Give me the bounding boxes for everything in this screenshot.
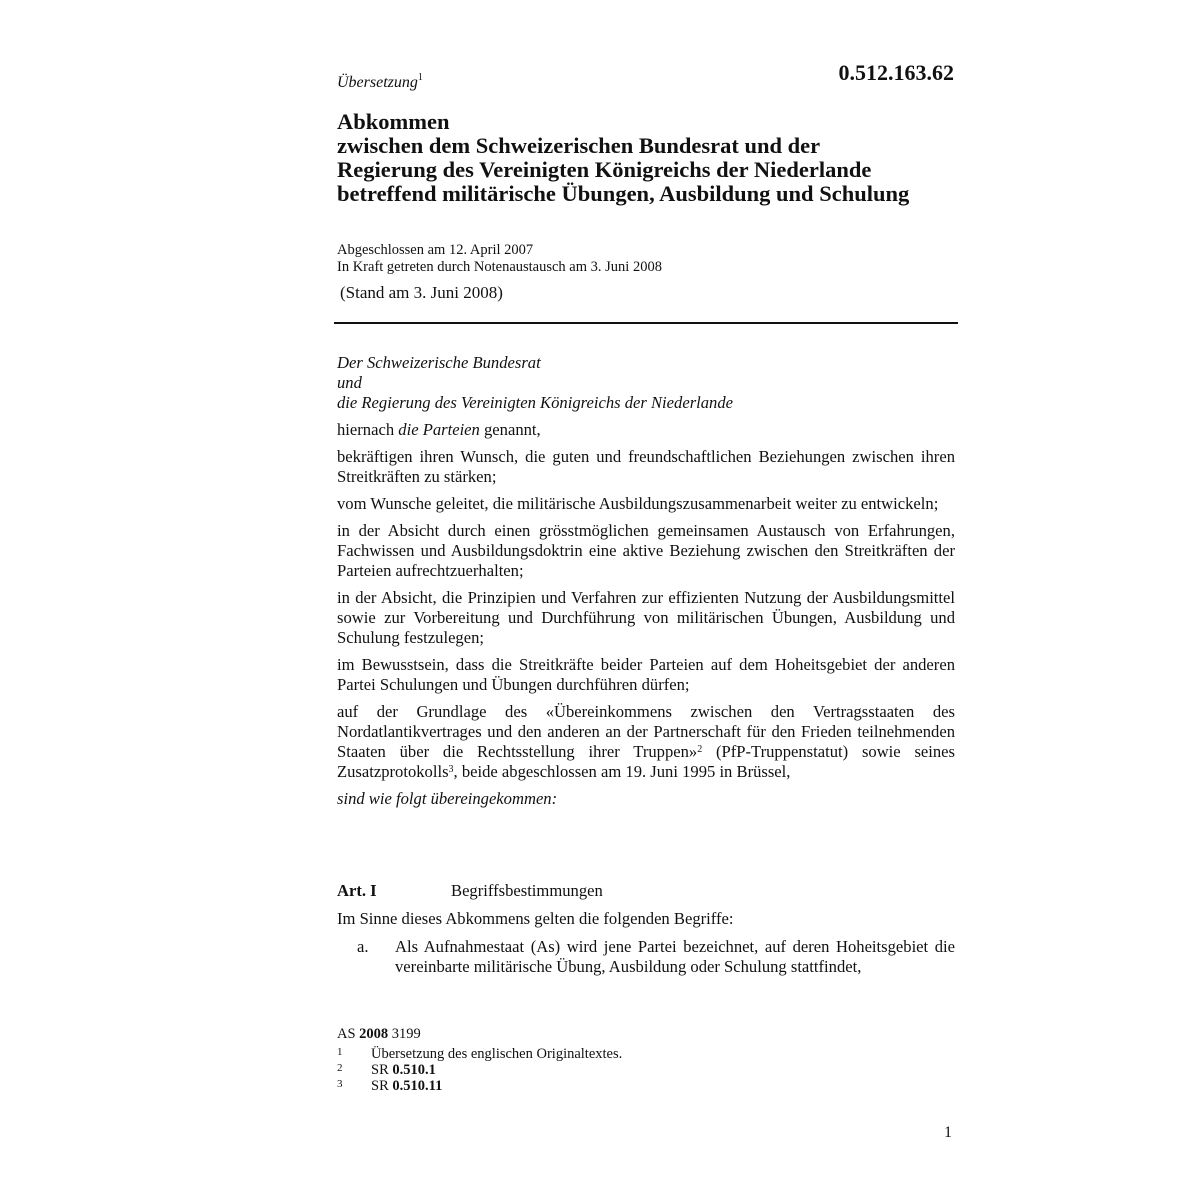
basis-text-3: , beide abgeschlossen am 19. Juni 1995 in Brüssel,	[453, 762, 791, 781]
basis-clause	[337, 702, 955, 782]
document-meta	[337, 242, 662, 276]
as-year: 2008	[359, 1026, 389, 1042]
list-item-text: Als Aufnahmestaat (As) wird jene Partei bezeichnet, auf deren Hoheitsgebiet die vereinbarte militärische Übung, Ausbildung oder Schulung stattfindet,	[395, 937, 955, 976]
closing-clause: sind wie folgt übereingekommen:	[337, 789, 558, 808]
sr-number: 0.512.163.62	[838, 60, 954, 85]
hereafter-pre: hiernach	[337, 420, 399, 439]
footnote-ref-3[interactable]: 3	[448, 764, 454, 775]
party-1: Der Schweizerische Bundesrat	[337, 353, 541, 372]
footnote-ref-2[interactable]: 2	[697, 744, 703, 755]
party-2: die Regierung des Vereinigten Königreichs der Niederlande	[337, 393, 734, 412]
as-reference	[337, 1026, 421, 1043]
translation-label-text: Übersetzung	[337, 74, 418, 91]
translation-label	[337, 74, 423, 92]
header-divider	[334, 322, 958, 324]
title-line: Regierung des Vereinigten Königreichs der Niederlande	[337, 157, 872, 182]
footnote-number: 3	[337, 1078, 343, 1090]
concluded-date: Abgeschlossen am 12. April 2007	[337, 242, 534, 258]
preamble-clause: in der Absicht durch einen grösstmöglichen gemeinsamen Austausch von Erfahrungen, Fachwissen und Ausbildungsdoktrin eine aktive Beziehung zwischen den Streitkräften der Parteien aufrechtzuerhalten;	[337, 521, 955, 580]
basis-text-2: (PfP-Truppenstatut) sowie seines Zusatzprotokolls	[337, 742, 955, 781]
document-title	[337, 110, 977, 206]
footnote-text	[371, 1046, 622, 1062]
preamble-clause: in der Absicht, die Prinzipien und Verfahren zur effizienten Nutzung der Ausbildungsmittel sowie zur Vorbereitung und Durchführung von militärischen Übungen, Ausbildung und Schulung festzulegen;	[337, 588, 955, 647]
title-line: Abkommen	[337, 109, 450, 134]
preamble-clause: bekräftigen ihren Wunsch, die guten und freundschaftlichen Beziehungen zwischen ihren Streitkräften zu stärken;	[337, 447, 955, 486]
in-force-date: In Kraft getreten durch Notenaustausch am 3. Juni 2008	[337, 259, 662, 275]
article-intro: Im Sinne dieses Abkommens gelten die folgenden Begriffe:	[337, 909, 734, 928]
hereafter-clause	[337, 420, 955, 440]
footnote-text	[371, 1062, 436, 1078]
title-line: zwischen dem Schweizerischen Bundesrat und der	[337, 133, 821, 158]
footnote-text	[371, 1078, 442, 1094]
preamble	[337, 353, 955, 816]
page-number: 1	[944, 1124, 952, 1141]
article-heading	[337, 881, 603, 901]
footnote-number: 2	[337, 1062, 343, 1074]
parties-block	[337, 353, 955, 413]
footnote-number: 1	[337, 1046, 343, 1058]
footnote-text-plain: Übersetzung des englischen Originaltextes.	[371, 1046, 623, 1062]
footnote-sr-link: 0.510.1	[392, 1062, 436, 1078]
footnote-sr-link: 0.510.11	[392, 1078, 443, 1094]
list-item-letter: a.	[357, 937, 369, 956]
hereafter-post: genannt,	[479, 420, 541, 439]
preamble-clause: vom Wunsche geleitet, die militärische Ausbildungszusammenarbeit weiter zu entwickeln;	[337, 494, 939, 513]
as-page: 3199	[388, 1026, 421, 1042]
stand-date: (Stand am 3. Juni 2008)	[340, 283, 503, 302]
hereafter-term: die Parteien	[398, 420, 480, 439]
preamble-clause: im Bewusstsein, dass die Streitkräfte beider Parteien auf dem Hoheitsgebiet der anderen Partei Schulungen und Übungen durchführen dürfen;	[337, 655, 955, 694]
basis-text-1: auf der Grundlage des «Übereinkommens zwischen den Vertragsstaaten des Nordatlantikvertrages und den anderen an der Partnerschaft für den Frieden teilnehmenden Staaten über die Rechtsstellung ihrer Truppen»	[337, 702, 955, 761]
footnote-text-plain: SR	[371, 1078, 393, 1094]
title-line: betreffend militärische Übungen, Ausbildung und Schulung	[337, 181, 910, 206]
footnote-text-plain: SR	[371, 1062, 393, 1078]
footnote-ref-1[interactable]: 1	[417, 72, 423, 83]
article-number: Art. I	[337, 881, 377, 900]
party-conjunction: und	[337, 373, 362, 392]
as-prefix: AS	[337, 1026, 360, 1042]
article-title: Begriffsbestimmungen	[451, 881, 603, 900]
